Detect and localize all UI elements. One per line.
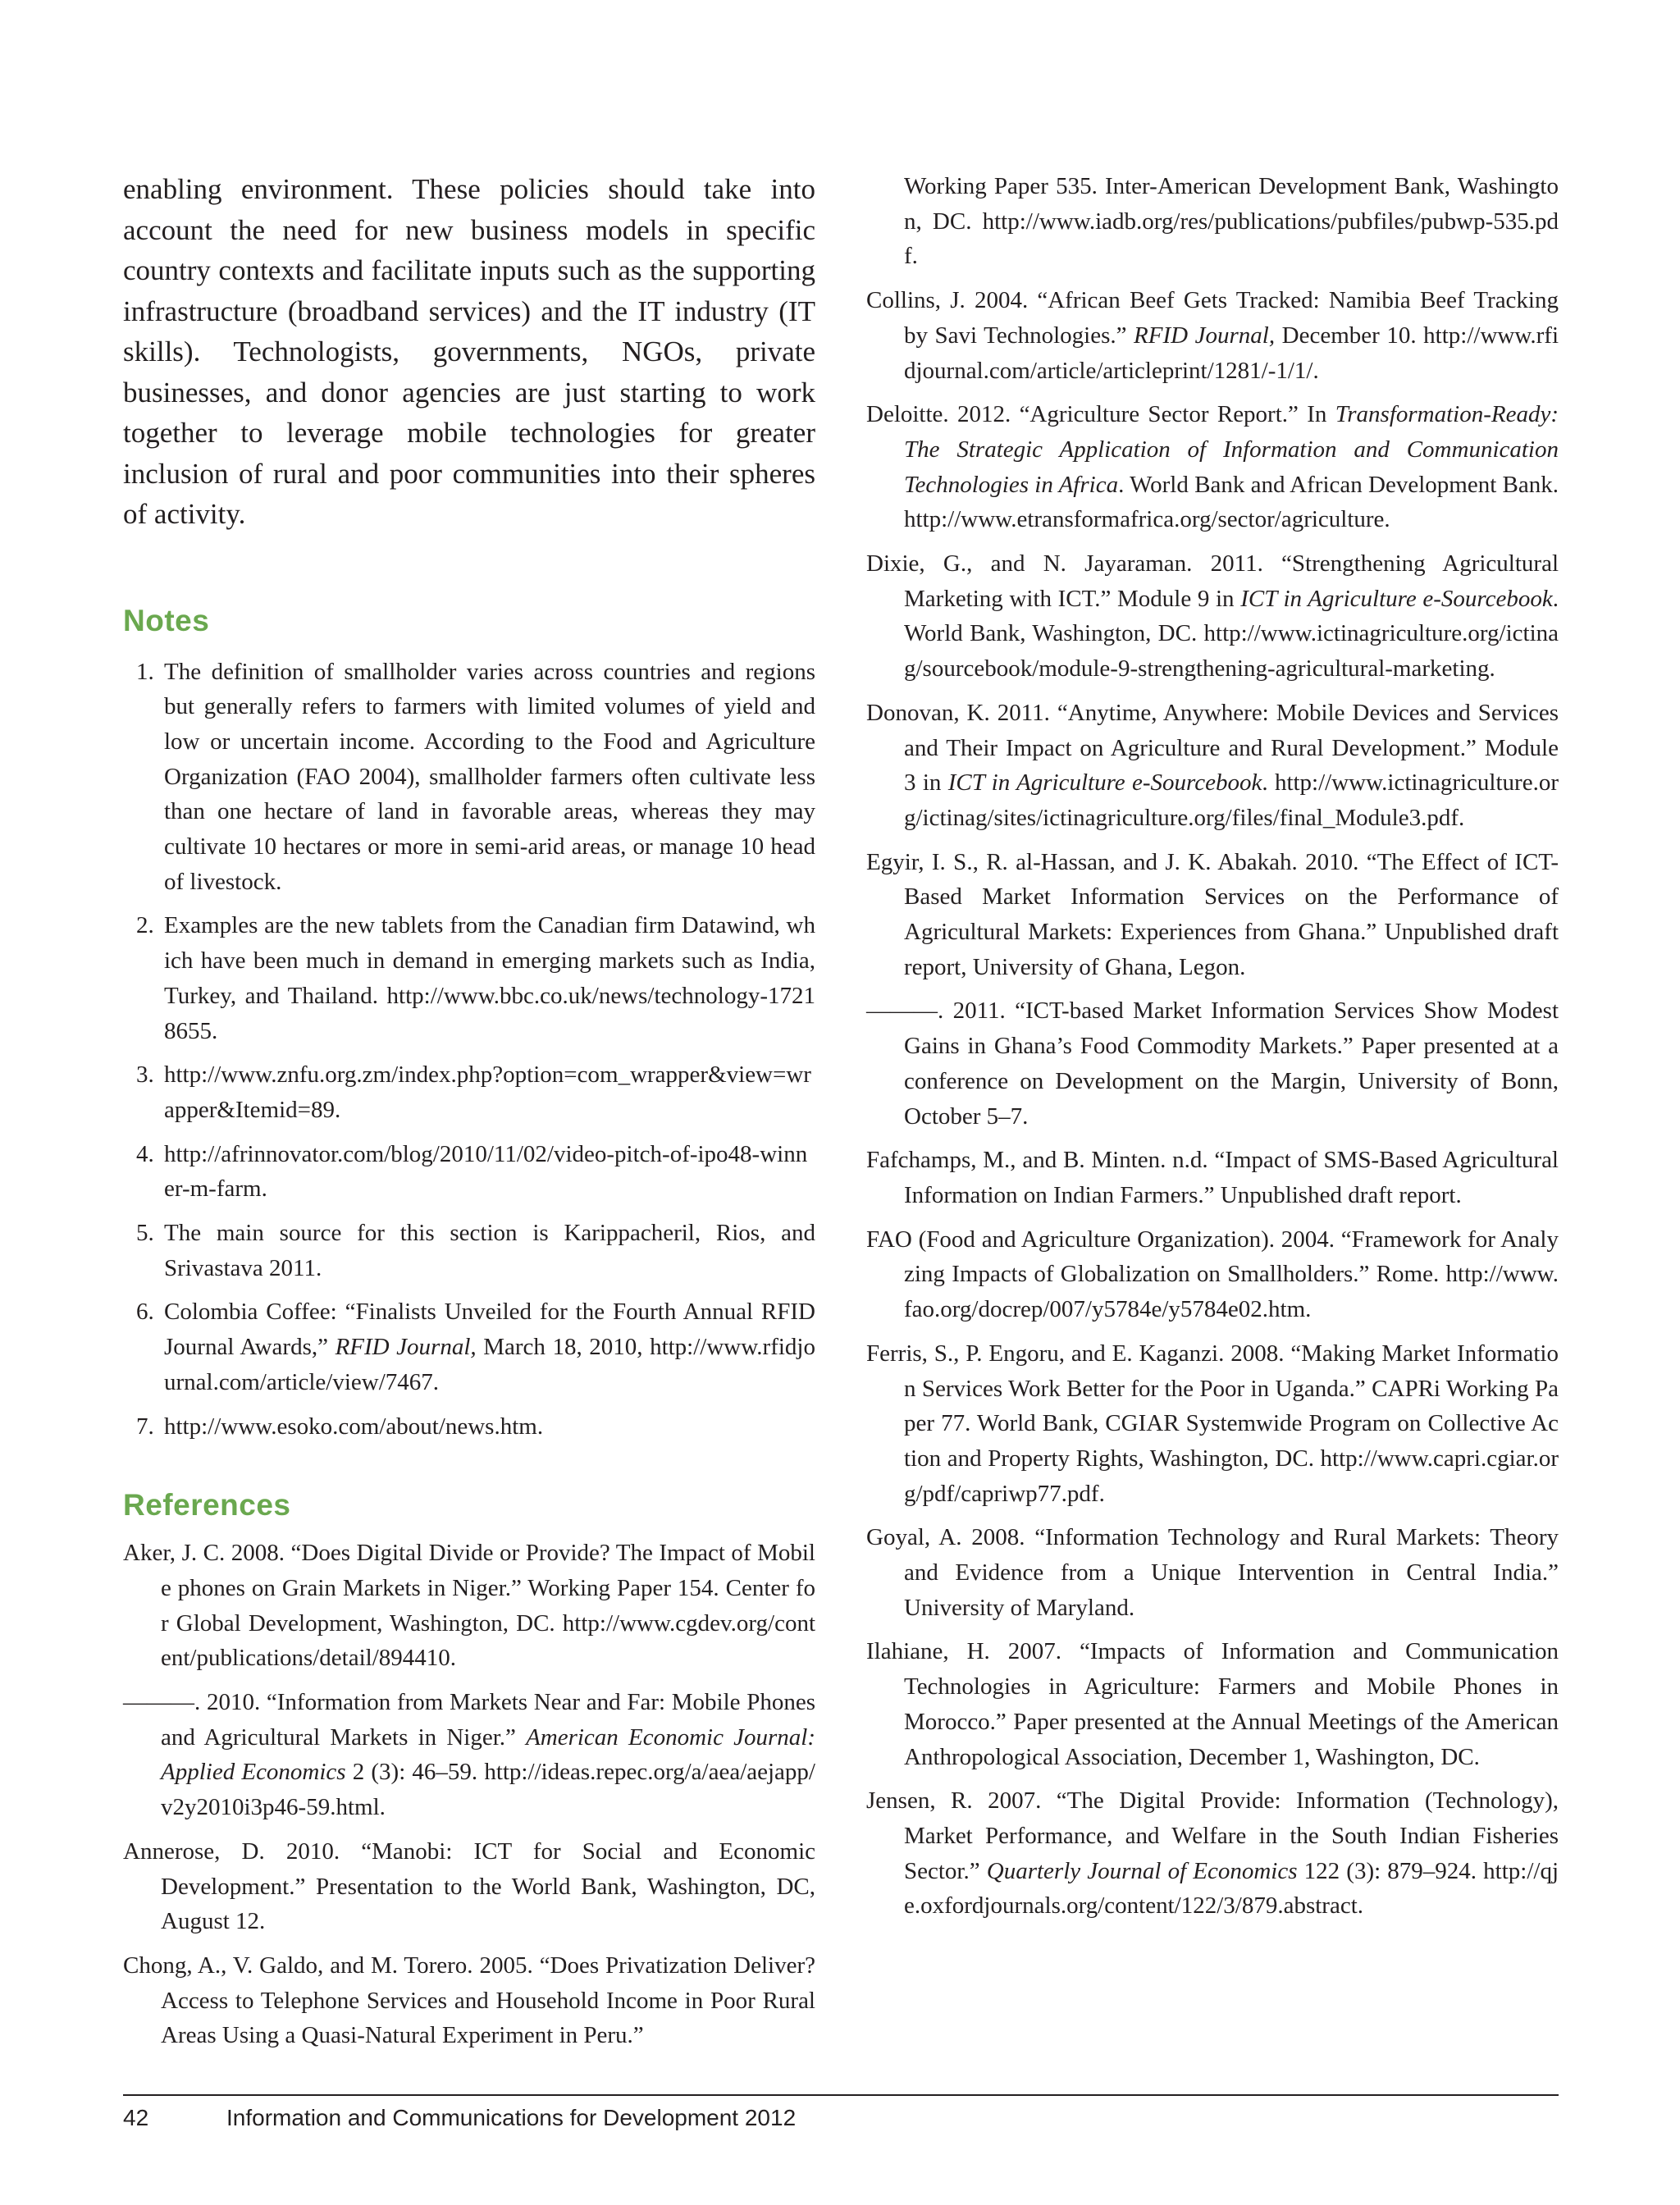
- reference-text: Dixie, G., and N. Jayaraman. 2011. “Strengthening Agricultural Marketing with ICT.” Module 9 in: [866, 550, 1559, 612]
- reference-book-title: ICT in Agriculture e-Sourcebook: [947, 769, 1262, 797]
- reference-entry: [866, 1634, 1559, 1774]
- reference-entry: [866, 845, 1559, 985]
- reference-entry: [866, 1222, 1559, 1327]
- reference-continuation: [866, 169, 1559, 274]
- reference-text: Goyal, A. 2008. “Information Technology and Rural Markets: Theory and Evidence from a Unique Intervention in Central India.” University of Maryland.: [866, 1524, 1559, 1621]
- note-number: 7.: [136, 1413, 154, 1440]
- reference-entry: [866, 1143, 1559, 1212]
- reference-text: Egyir, I. S., R. al-Hassan, and J. K. Abakah. 2010. “The Effect of ICT-Based Market Information Services on the Performance of Agricultural Markets: Experiences from Ghana.” Unpublished draft report, University of Ghana, Legon.: [866, 848, 1559, 980]
- note-item: [123, 1137, 815, 1207]
- note-link[interactable]: http://www.znfu.org.zm/index.php?option=com_wrapper&view=wrapper&Itemid=89.: [164, 1061, 811, 1123]
- reference-entry: [123, 1536, 815, 1676]
- reference-text: Annerose, D. 2010. “Manobi: ICT for Social and Economic Development.” Presentation to the World Bank, Washington, DC, August 12.: [123, 1838, 815, 1935]
- reference-text: Donovan, K. 2011. “Anytime, Anywhere: Mobile Devices and Services and Their Impact on Agriculture and Rural Development.” Module 3 in: [866, 699, 1559, 797]
- reference-text: Deloitte. 2012. “Agriculture Sector Report.” In: [866, 401, 1335, 428]
- reference-text: ———. 2010. “Information from Markets Near and Far: Mobile Phones and Agricultural Markets in Niger.”: [123, 1689, 815, 1751]
- note-number: 1.: [136, 658, 154, 685]
- note-text: Colombia Coffee: “Finalists Unveiled for the Fourth Annual RFID Journal Awards,”: [164, 1299, 815, 1361]
- reference-journal-title: American Economic Journal: Applied Economics: [161, 1723, 816, 1786]
- note-text: March 18, 2010, http://www.rfidjournal.com/article/view/7467.: [164, 1334, 815, 1395]
- page-footer: [123, 2105, 796, 2131]
- reference-entry: [866, 696, 1559, 836]
- reference-text: FAO (Food and Agriculture Organization). 2004. “Framework for Analyzing Impacts of Globalization on Smallholders.” Rome. http://www.fao.org/docrep/007/y5784e/y5784e02.htm.: [866, 1226, 1559, 1323]
- reference-text: . http://www.ictinagriculture.org/ictinag/sites/ictinagriculture.org/files/final_Module3.pdf.: [904, 769, 1559, 831]
- reference-text: Ilahiane, H. 2007. “Impacts of Information and Communication Technologies in Agriculture: Farmers and Mobile Phones in Morocco.” Paper presented at the Annual Meetings of the American Anthropological Association, December 1, Washington, DC.: [866, 1638, 1559, 1770]
- notes-heading: Notes: [123, 603, 210, 637]
- note-item: [123, 1216, 815, 1285]
- note-number: 2.: [136, 912, 154, 939]
- reference-journal-title: RFID Journal,: [1134, 322, 1276, 349]
- reference-entry: [866, 1336, 1559, 1512]
- note-item: [123, 655, 815, 900]
- note-number: 6.: [136, 1299, 154, 1326]
- reference-entry: [123, 1948, 815, 2053]
- note-item: [123, 1057, 815, 1127]
- reference-text: . World Bank and African Development Bank. http://www.etransformafrica.org/sector/agriculture.: [904, 471, 1559, 533]
- reference-text: 2 (3): 46–59. http://ideas.repec.org/a/aea/aejapp/v2y2010i3p46-59.html.: [161, 1759, 815, 1821]
- left-column: [123, 169, 815, 2062]
- note-text: The definition of smallholder varies across countries and regions but generally refers to farmers with limited volumes of yield and low or uncertain income. According to the Food and Agriculture Organization (FAO 2004), smallholder farmers often cultivate less than one hectare of land in favorable areas, whereas they may cultivate 10 hectares or more in semi-arid areas, or manage 10 head of livestock.: [164, 658, 815, 895]
- reference-text: December 10. http://www.rfidjournal.com/article/articleprint/1281/-1/1/.: [904, 322, 1559, 384]
- note-item: [123, 1294, 815, 1399]
- reference-text: Aker, J. C. 2008. “Does Digital Divide or Provide? The Impact of Mobile phones on Grain Markets in Niger.” Working Paper 154. Center for Global Development, Washington, DC. http://www.cgdev.org/content/publications/detail/894410.: [123, 1540, 815, 1672]
- reference-journal-title: Quarterly Journal of Economics: [986, 1857, 1298, 1884]
- reference-entry: [866, 1520, 1559, 1625]
- reference-book-title: Transformation-Ready: The Strategic Application of Information and Communication Technologies in Africa: [904, 401, 1559, 498]
- notes-list: [123, 655, 815, 1445]
- note-link[interactable]: http://afrinnovator.com/blog/2010/11/02/video-pitch-of-ipo48-winner-m-farm.: [164, 1140, 808, 1203]
- note-text: Examples are the new tablets from the Canadian firm Datawind, which have been much in demand in emerging markets such as India, Turkey, and Thailand. http://www.bbc.co.uk/news/technology-17218655.: [164, 912, 815, 1044]
- reference-text: 122 (3): 879–924. http://qje.oxfordjournals.org/content/122/3/879.abstract.: [904, 1857, 1559, 1920]
- reference-entry: [866, 283, 1559, 388]
- right-column: [866, 169, 1559, 1933]
- references-heading: References: [123, 1488, 291, 1522]
- reference-text: ———. 2011. “ICT-based Market Information Services Show Modest Gains in Ghana’s Food Commodity Markets.” Paper presented at a conference on Development on the Margin, University of Bonn, October 5–7.: [866, 998, 1559, 1130]
- reference-text: Working Paper 535. Inter-American Development Bank, Washington, DC. http://www.iadb.org/res/publications/pubfiles/pubwp-535.pdf.: [904, 173, 1559, 270]
- footer-rule: [123, 2094, 1559, 2096]
- reference-entry: [866, 546, 1559, 687]
- note-item: [123, 908, 815, 1048]
- note-number: 4.: [136, 1140, 154, 1167]
- reference-entry: [123, 1685, 815, 1825]
- note-number: 3.: [136, 1061, 154, 1089]
- reference-text: Collins, J. 2004. “African Beef Gets Tracked: Namibia Beef Tracking by Savi Technologies.”: [866, 287, 1559, 349]
- intro-paragraph: enabling environment. These policies should take into account the need for new business models in specific country contexts and facilitate inputs such as the supporting infrastructure (broadband services) and the IT industry (IT skills). Technologists, governments, NGOs, private businesses, and donor agencies are just starting to work together to leverage mobile technologies for greater inclusion of rural and poor communities into their spheres of activity.: [123, 173, 815, 530]
- note-number: 5.: [136, 1220, 154, 1247]
- note-link[interactable]: http://www.esoko.com/about/news.htm.: [164, 1413, 544, 1440]
- reference-text: Jensen, R. 2007. “The Digital Provide: Information (Technology), Market Performance, and Welfare in the South Indian Fisheries Sector.”: [866, 1787, 1559, 1884]
- reference-entry: [866, 1783, 1559, 1924]
- reference-text: . World Bank, Washington, DC. http://www.ictinagriculture.org/ictinag/sourcebook/module-9-strengthening-agricultural-marketing.: [904, 585, 1559, 682]
- reference-text: Chong, A., V. Galdo, and M. Torero. 2005. “Does Privatization Deliver? Access to Telephone Services and Household Income in Poor Rural Areas Using a Quasi-Natural Experiment in Peru.”: [123, 1952, 815, 2049]
- note-text: The main source for this section is Karippacheril, Rios, and Srivastava 2011.: [164, 1220, 815, 1281]
- reference-entry: [123, 1834, 815, 1939]
- reference-book-title: ICT in Agriculture e-Sourcebook: [1240, 585, 1553, 612]
- note-journal-title: RFID Journal,: [335, 1334, 477, 1361]
- publication-title: Information and Communications for Development 2012: [226, 2105, 797, 2130]
- references-list-left: [123, 1536, 815, 2053]
- reference-entry: [866, 993, 1559, 1134]
- reference-text: Ferris, S., P. Engoru, and E. Kaganzi. 2008. “Making Market Information Services Work Better for the Poor in Uganda.” CAPRi Working Paper 77. World Bank, CGIAR Systemwide Program on Collective Action and Property Rights, Washington, DC. http://www.capri.cgiar.org/pdf/capriwp77.pdf.: [866, 1340, 1559, 1507]
- reference-entry: [866, 397, 1559, 537]
- reference-text: Fafchamps, M., and B. Minten. n.d. “Impact of SMS-Based Agricultural Information on Indian Farmers.” Unpublished draft report.: [866, 1147, 1559, 1208]
- note-item: [123, 1409, 815, 1445]
- page-number: 42: [123, 2105, 149, 2130]
